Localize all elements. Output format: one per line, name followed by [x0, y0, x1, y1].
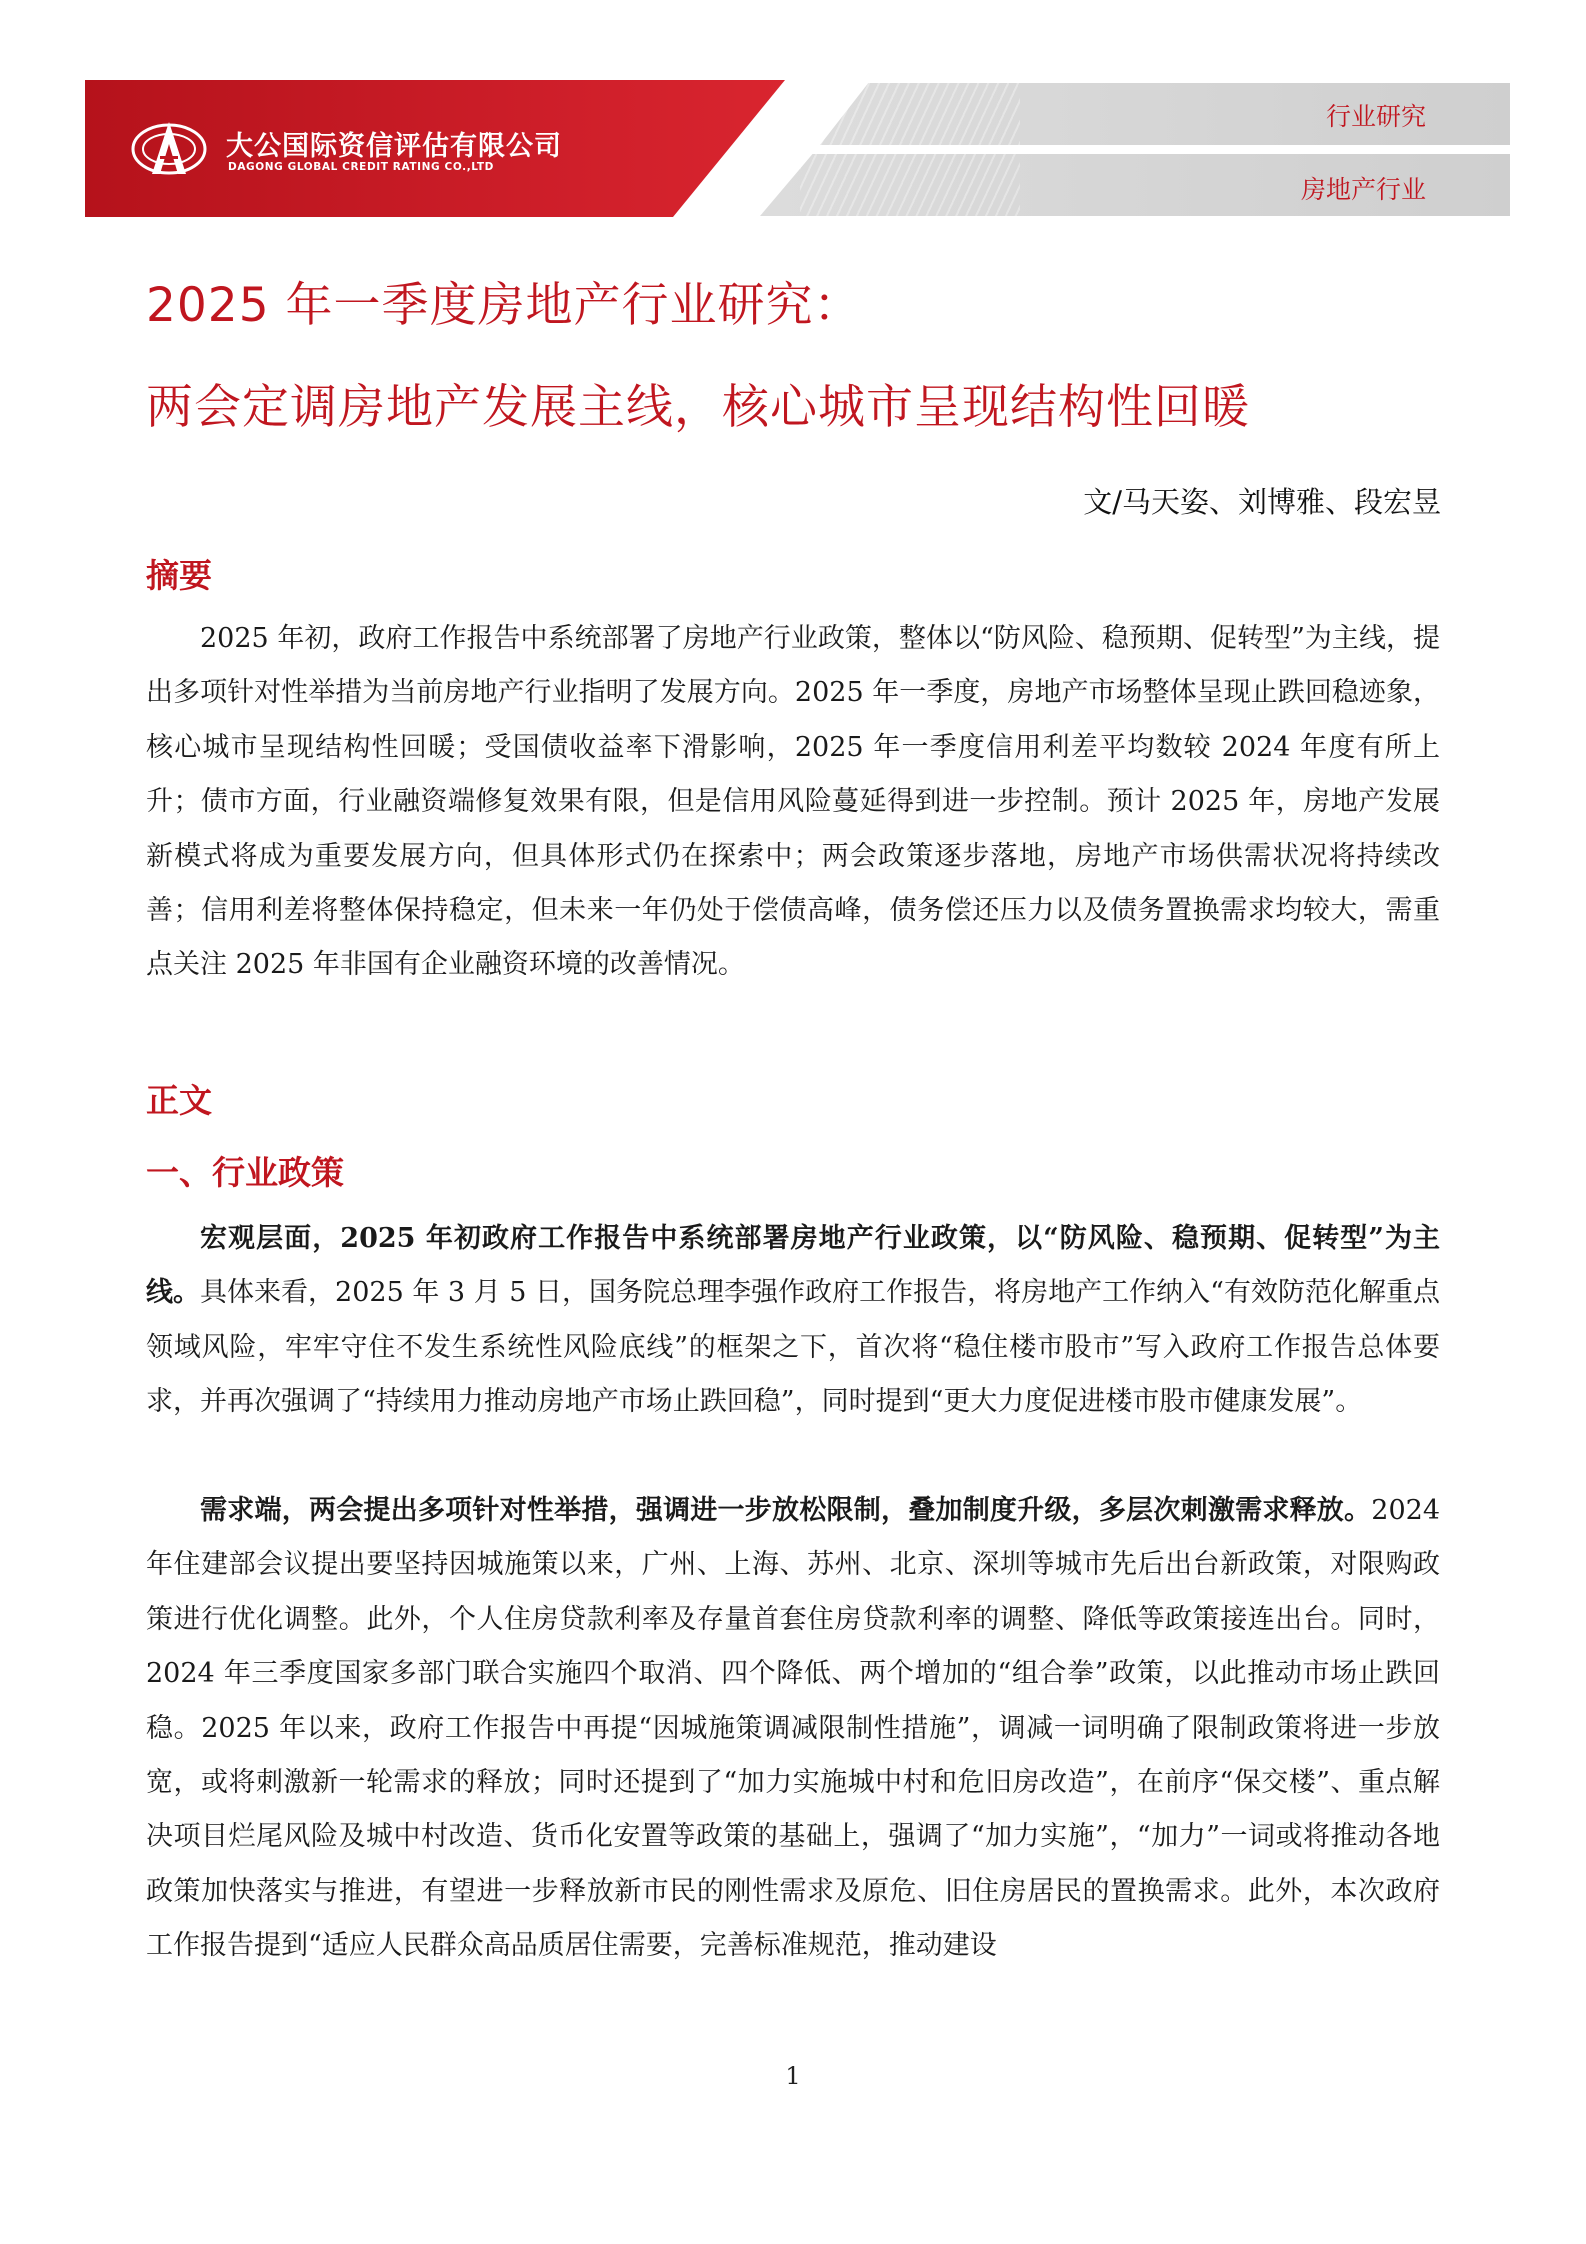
page-number: 1 — [785, 2062, 801, 2090]
abstract-heading: 摘要 — [146, 556, 212, 595]
company-name-cn: 大公国际资信评估有限公司 — [226, 131, 562, 162]
company-name-en: DAGONG GLOBAL CREDIT RATING CO.,LTD — [228, 161, 494, 173]
paragraph-demand — [146, 1484, 1440, 1974]
decorative-stripes — [800, 80, 1020, 220]
category-tag-research: 行业研究 — [1325, 102, 1426, 131]
paragraph-demand-body: 2024 年住建部会议提出要坚持因城施策以来，广州、上海、苏州、北京、深圳等城市先后出台新政策，对限购政策进行优化调整。此外，个人住房贷款利率及存量首套住房贷款利率的调整、降低等政策接连出台。同时，2024 年三季度国家多部门联合实施四个取消、四个降低、两个增加的“组合拳”政策，以此推动市场止跌回稳。2025 年以来，政府工作报告中再提“因城施策调减限制性措施”，调减一词明确了限制政策将进一步放宽，或将刺激新一轮需求的释放；同时还提到了“加力实施城中村和危旧房改造”，在前序“保交楼”、重点解决项目烂尾风险及城中村改造、货币化安置等政策的基础上，强调了“加力实施”，“加力”一词或将推动各地政策加快落实与推进，有望进一步释放新市民的刚性需求及原危、旧住房居民的置换需求。此外，本次政府工作报告提到“适应人民群众高品质居住需要，完善标准规范，推动建设 — [146, 1495, 1440, 1962]
company-logo-icon — [130, 118, 208, 180]
section-heading-policy: 一、行业政策 — [146, 1153, 344, 1192]
main-heading: 正文 — [146, 1081, 212, 1120]
category-tag-industry: 房地产行业 — [1300, 175, 1426, 204]
paragraph-macro-body: 具体来看，2025 年 3 月 5 日，国务院总理李强作政府工作报告，将房地产工作纳入“有效防范化解重点领域风险，牢牢守住不发生系统性风险底线”的框架之下，首次将“稳住楼市股市”写入政府工作报告总体要求，并再次强调了“持续用力推动房地产市场止跌回稳”，同时提到“更大力度促进楼市股市健康发展”。 — [146, 1277, 1440, 1418]
abstract-paragraph: 2025 年初，政府工作报告中系统部署了房地产行业政策，整体以“防风险、稳预期、促转型”为主线，提出多项针对性举措为当前房地产行业指明了发展方向。2025 年一季度，房地产市场整体呈现止跌回稳迹象，核心城市呈现结构性回暖；受国债收益率下滑影响，2025 年一季度信用利差平均数较 2024 年度有所上升；债市方面，行业融资端修复效果有限，但是信用风险蔓延得到进一步控制。预计 2025 年，房地产发展新模式将成为重要发展方向，但具体形式仍在探索中；两会政策逐步落地，房地产市场供需状况将持续改善；信用利差将整体保持稳定，但未来一年仍处于偿债高峰，债务偿还压力以及债务置换需求均较大，需重点关注 2025 年非国有企业融资环境的改善情况。 — [146, 623, 1440, 981]
report-header — [0, 0, 1586, 230]
paragraph-demand-lead: 需求端，两会提出多项针对性举措，强调进一步放松限制，叠加制度升级，多层次刺激需求释放。 — [200, 1495, 1372, 1526]
paragraph-macro-lead: 宏观层面，2025 年初政府工作报告中系统部署房地产行业政策，以“防风险、稳预期、促转型”为主线。 — [146, 1223, 1440, 1309]
report-title-line2: 两会定调房地产发展主线，核心城市呈现结构性回暖 — [146, 380, 1250, 435]
report-title-line1: 2025 年一季度房地产行业研究： — [146, 278, 862, 333]
paragraph-macro — [146, 1212, 1440, 1430]
authors: 文/马天姿、刘博雅、段宏昱 — [1083, 485, 1441, 519]
